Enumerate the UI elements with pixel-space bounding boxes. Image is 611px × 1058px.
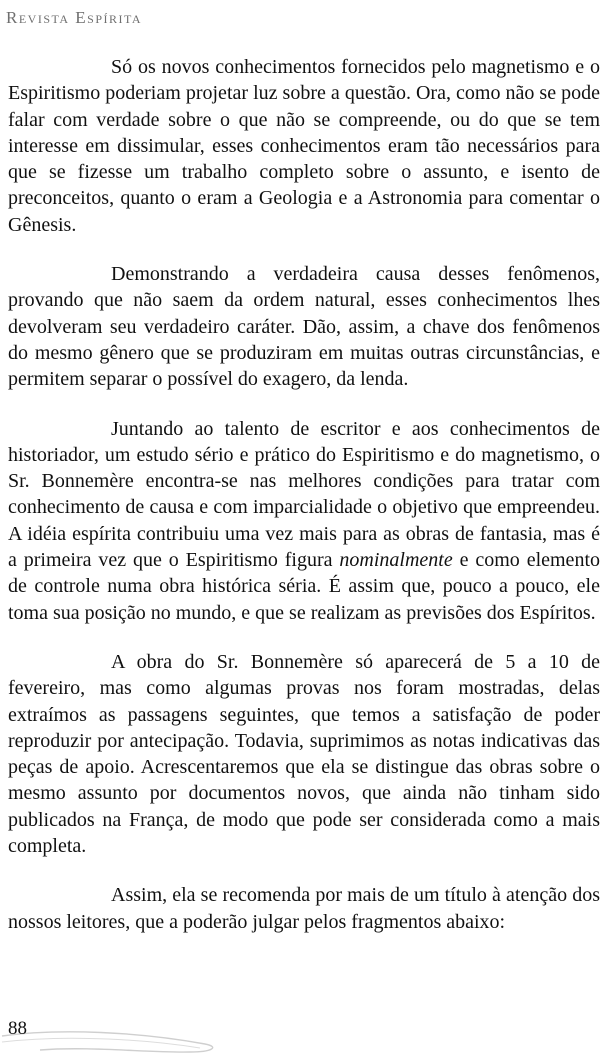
paragraph-3-text-end: e como elemento de controle numa obra histórica séria. É assim que, pouco a pouco, ele toma sua posição no mundo, e que se realizam as previsões dos Espíritos. [8, 549, 600, 624]
running-header: Revista Espírita [6, 8, 143, 27]
paragraph-5: Assim, ela se recomenda por mais de um título à atenção dos nossos leitores, que a poderão julgar pelos fragmentos abaixo: [8, 884, 600, 933]
paragraph-2: Demonstrando a verdadeira causa desses fenômenos, provando que não saem da ordem natural, esses conhecimentos lhes devolveram seu verdadeiro caráter. Dão, assim, a chave dos fenômenos do mesmo gênero que se produziram em muitas outras circunstâncias, e permitem separar o possível do exagero, da lenda. [8, 263, 600, 391]
paragraph-3-italic-word: nominalmente [339, 549, 453, 572]
paragraph-4: A obra do Sr. Bonnemère só aparecerá de 5 a 10 de fevereiro, mas como algumas provas nos foram mostradas, delas extraímos as passagens seguintes, que temos a satisfação de poder reproduzir por antecipação. Todavia, suprimimos as notas indicativas das peças de apoio. Acrescentaremos que ela se distingue das obras sobre o mesmo assunto por documentos novos, que ainda não tinham sido publicados na França, de modo que pode ser considerada como a mais completa. [8, 650, 600, 858]
paragraph-3-text-start: Juntando ao talento de escritor e aos conhecimentos de historiador, um estudo sério e prático do Espiritismo e do magnetismo, o Sr. Bonnemère encontra-se nas melhores condições para tratar com conhecimento de causa e com imparcialidade o objetivo que empreendeu. A idéia espírita contribuiu uma vez mais para as obras de fantasia, mas é a primeira vez que o Espiritismo figura [8, 417, 600, 572]
body-text [8, 54, 600, 958]
footer-swoosh-ornament [0, 1022, 260, 1058]
page-footer [0, 1018, 611, 1058]
paragraph-1: Só os novos conhecimentos fornecidos pelo magnetismo e o Espiritismo poderiam projetar luz sobre a questão. Ora, como não se pode falar com verdade sobre o que não se compreende, ou do que se tem interesse em dissimular, esses conhecimentos eram tão necessários para que se fizesse um trabalho completo sobre o assunto, e isento de preconceitos, quanto o eram a Geologia e a Astronomia para comentar o Gênesis. [8, 56, 600, 236]
paragraph-3 [8, 416, 600, 626]
page-number: 88 [8, 1018, 27, 1039]
